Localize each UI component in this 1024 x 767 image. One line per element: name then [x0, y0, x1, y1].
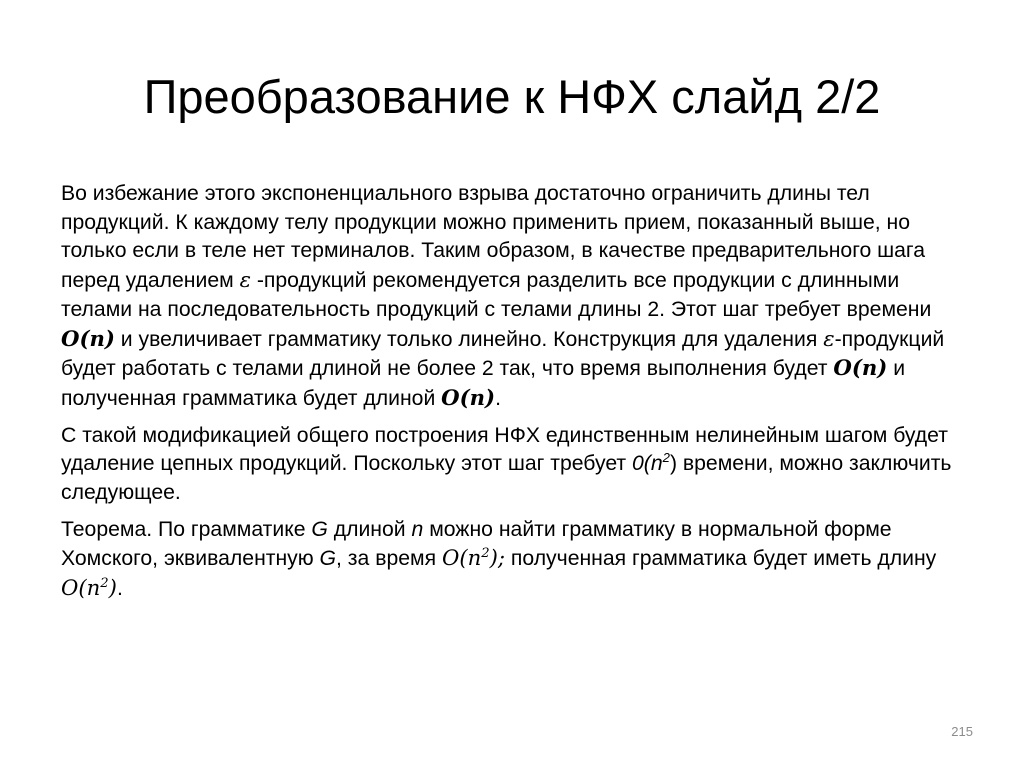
math-base: 0(n	[632, 452, 663, 476]
math-exponent: 2	[481, 546, 490, 562]
paragraph-theorem	[61, 516, 976, 604]
text-run: полученная грамматика будет иметь длину	[505, 547, 937, 571]
math-exponent: 2	[100, 576, 109, 592]
slide-body	[61, 180, 976, 612]
math-epsilon: ε	[239, 267, 251, 293]
text-run: -продукций будет работать с телами длиной не более 2 так, что время выполнения будет	[61, 327, 945, 381]
text-run: длиной	[327, 517, 412, 541]
text-run: Во избежание этого экспоненциального взрыва достаточно ограничить длины тел продукций. К каждому телу продукции можно применить прием, показанный выше, но только если в теле нет терминалов. Таким образом, в качестве предварительного шага перед удалением	[61, 182, 925, 293]
math-close: )	[669, 452, 677, 476]
math-length-n: n	[411, 517, 424, 541]
math-exponent: 2	[662, 450, 670, 466]
math-grammar-g: G	[319, 547, 337, 571]
text-run: можно найти грамматику в нормальной форме Хомского, эквивалентную	[61, 517, 892, 571]
page-number: 215	[951, 724, 973, 739]
math-o-n-squared	[61, 575, 117, 600]
slide-title: Преобразование к НФХ слайд 2/2	[143, 70, 881, 123]
math-o-of-n: O(n)	[833, 355, 888, 381]
text-run: и увеличивает грамматику только линейно. Конструкция для удаления	[114, 327, 824, 351]
paragraph-unit-productions	[61, 422, 976, 508]
text-run: времени, можно заключить следующее.	[61, 452, 952, 505]
math-base: O(n	[441, 545, 482, 571]
math-close: );	[489, 545, 506, 571]
paragraph-exponential-blowup	[61, 180, 976, 414]
text-run: Теорема. По грамматике	[61, 517, 312, 541]
math-o-n-squared	[442, 545, 505, 570]
text-run: , за время	[336, 547, 442, 571]
text-run: .	[495, 386, 501, 410]
text-run: .	[116, 577, 123, 601]
text-run: -продукций рекомендуется разделить все продукции с длинными телами на последовательность продукций с телами длины 2. Этот шаг требует времени	[61, 269, 932, 321]
math-o-of-n: O(n)	[61, 325, 115, 351]
math-o-of-n: O(n)	[441, 384, 496, 410]
math-close: )	[108, 575, 117, 601]
math-n-squared	[632, 452, 670, 475]
math-grammar-g: G	[311, 517, 328, 541]
math-base: O(n	[61, 575, 101, 601]
math-epsilon: ε	[823, 325, 835, 351]
text-run: и полученная грамматика будет длиной	[61, 357, 906, 410]
text-run: С такой модификацией общего построения НФХ единственным нелинейным шагом будет удаление цепных продукций. Поскольку этот шаг требует	[61, 423, 948, 476]
